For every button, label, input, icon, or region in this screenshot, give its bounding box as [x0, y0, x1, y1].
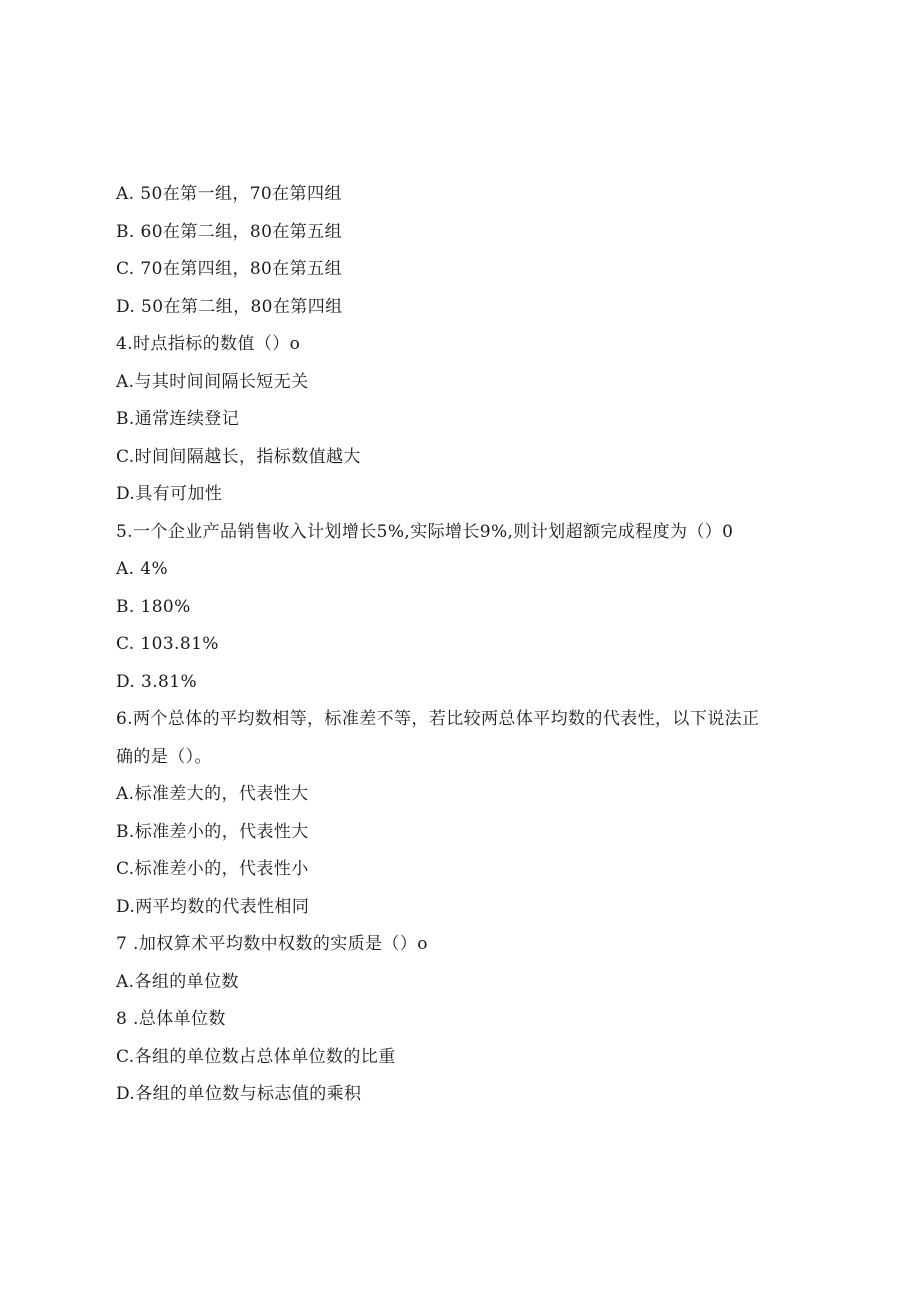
q3-option-c: C. 70在第四组，80在第五组: [116, 259, 342, 279]
q3-option-a: A. 50在第一组，70在第四组: [116, 184, 342, 204]
q6-option-d: D.两平均数的代表性相同: [116, 896, 310, 917]
q4-stem: 4.时点指标的数值（）o: [116, 334, 301, 354]
q5-stem: 5.一个企业产品销售收入计划增长5%,实际增长9%,则计划超额完成程度为（）0: [116, 521, 734, 542]
q7-option-b: 8 .总体单位数: [116, 1009, 226, 1029]
q4-option-b: B.通常连续登记: [116, 409, 240, 429]
q5-option-d: D. 3.81%: [116, 671, 198, 692]
q4-option-d: D.具有可加性: [116, 484, 223, 504]
q5-option-b: B. 180%: [116, 596, 191, 617]
q6-stem-line-2: 确的是（）。: [116, 746, 212, 767]
q3-option-d: D. 50在第二组，80在第四组: [116, 296, 343, 317]
q7-option-d: D.各组的单位数与标志值的乘积: [116, 1084, 362, 1104]
q7-option-a: A.各组的单位数: [116, 971, 239, 992]
question-text-block: [116, 176, 836, 1114]
q6-option-a: A.标准差大的，代表性大: [116, 784, 309, 804]
q4-option-a: A.与其时间间隔长短无关: [116, 371, 309, 392]
q7-option-c: C.各组的单位数占总体单位数的比重: [116, 1046, 396, 1067]
q6-option-c: C.标准差小的，代表性小: [116, 859, 309, 879]
q6-option-b: B.标准差小的，代表性大: [116, 821, 309, 842]
q4-option-c: C.时间间隔越长，指标数值越大: [116, 446, 361, 467]
q5-option-c: C. 103.81%: [116, 634, 219, 654]
q6-stem-line-1: 6.两个总体的平均数相等，标准差不等，若比较两总体平均数的代表性，以下说法正: [116, 709, 760, 729]
q3-option-b: B. 60在第二组，80在第五组: [116, 221, 342, 242]
q7-stem: 7 .加权算术平均数中权数的实质是（）o: [116, 934, 428, 954]
q5-option-a: A. 4%: [116, 559, 169, 579]
